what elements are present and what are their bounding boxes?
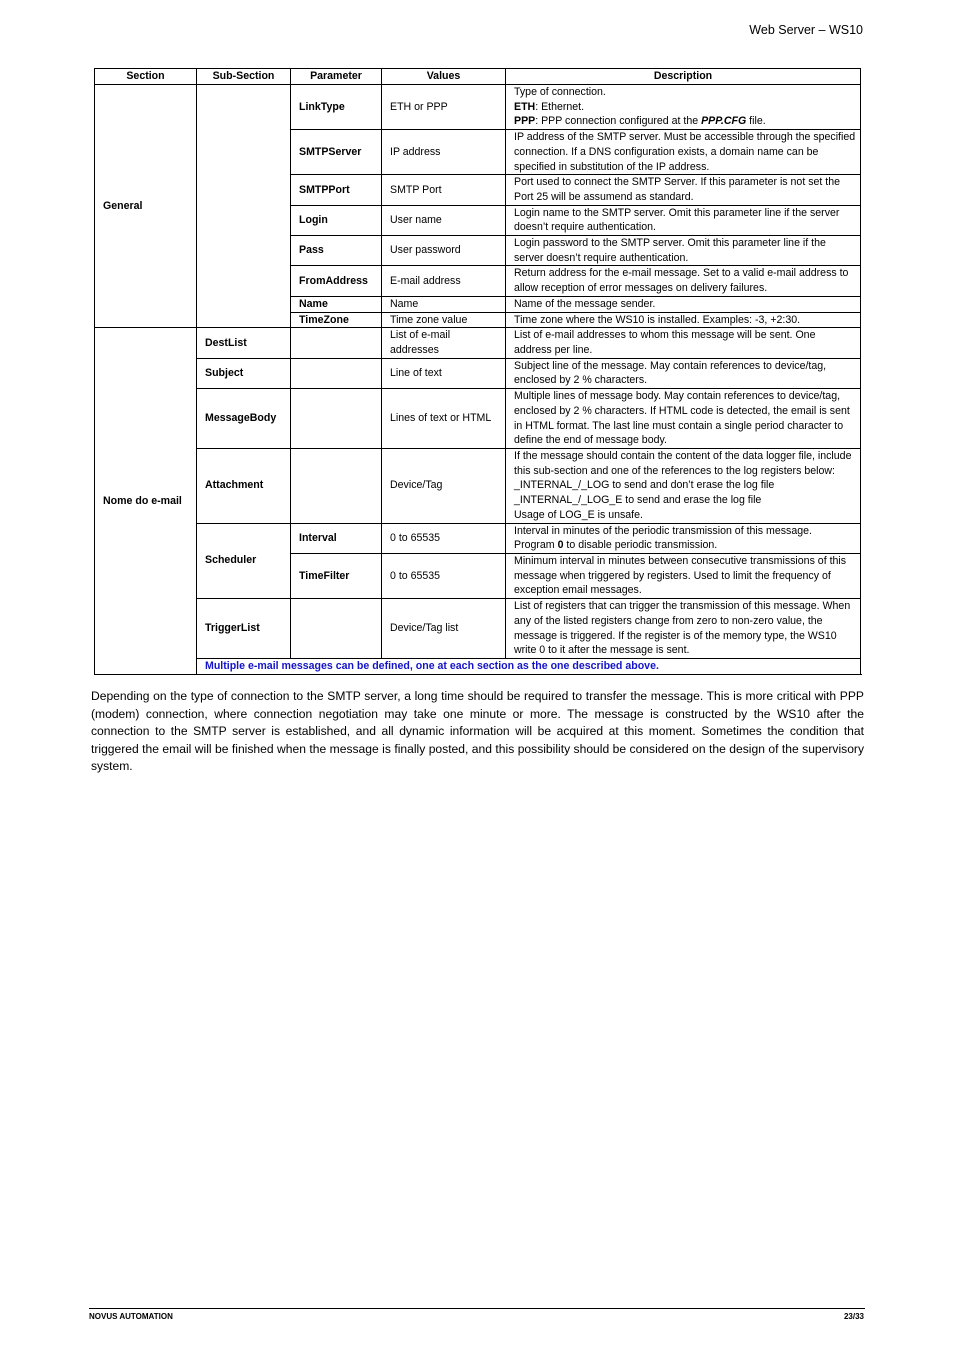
param-pass: Pass <box>291 236 382 266</box>
footer-page-number: 23/33 <box>843 1312 864 1321</box>
param-empty <box>291 449 382 524</box>
table-row <box>95 328 861 358</box>
desc-fromaddress: Return address for the e-mail message. Set to a valid e-mail address to allow reception of error messages on delivery failures. <box>506 266 861 296</box>
email-config-table <box>94 68 861 675</box>
subsection-empty <box>197 85 291 328</box>
param-fromaddress: FromAddress <box>291 266 382 296</box>
sub-attachment: Attachment <box>197 449 291 524</box>
table-row <box>95 358 861 388</box>
sub-triggerlist: TriggerList <box>197 599 291 659</box>
value-destlist: List of e-mail addresses <box>382 328 506 358</box>
table-note: Multiple e-mail messages can be defined, one at each section as the one described above. <box>197 659 861 675</box>
desc-interval-text-c: to disable periodic transmission. <box>563 539 718 552</box>
desc-triggerlist: List of registers that can trigger the transmission of this message. When any of the listed registers change from zero to non-zero value, the message is triggered. If the register is of the memory type, the WS10 write 0 to it after the message is sent. <box>506 599 861 659</box>
desc-subject: Subject line of the message. May contain references to device/tag, enclosed by 2 % characters. <box>506 358 861 388</box>
ppp-label: PPP <box>514 115 536 128</box>
value-attachment: Device/Tag <box>382 449 506 524</box>
desc-attachment-line1: If the message should contain the content of the data logger file, include this sub-section and one of the references to the log registers below: <box>514 450 852 477</box>
eth-text: : Ethernet. <box>535 100 585 113</box>
param-empty <box>291 328 382 358</box>
param-name: Name <box>291 296 382 312</box>
ppp-text: : PPP connection configured at the <box>535 115 702 128</box>
param-login: Login <box>291 205 382 235</box>
table-row <box>95 523 861 553</box>
sub-subject: Subject <box>197 358 291 388</box>
value-linktype: ETH or PPP <box>382 85 506 130</box>
ppp-end: file. <box>746 115 766 128</box>
desc-attachment-line2: _INTERNAL_/_LOG to send and don’t erase the log file <box>514 479 775 492</box>
value-subject: Line of text <box>382 358 506 388</box>
table-row <box>95 449 861 524</box>
desc-login: Login name to the SMTP server. Omit this parameter line if the server doesn’t require authentication. <box>506 205 861 235</box>
desc-smtpport: Port used to connect the SMTP Server. If this parameter is not set the Port 25 will be assumend as standard. <box>506 175 861 205</box>
param-interval: Interval <box>291 523 382 553</box>
sub-messagebody: MessageBody <box>197 389 291 449</box>
table-row <box>95 85 861 130</box>
col-header-subsection: Sub-Section <box>197 69 291 85</box>
desc-linktype <box>506 85 861 130</box>
sub-destlist: DestList <box>197 328 291 358</box>
param-timezone: TimeZone <box>291 312 382 328</box>
desc-attachment-line4: Usage of LOG_E is unsafe. <box>514 508 643 521</box>
value-interval: 0 to 65535 <box>382 523 506 553</box>
col-header-values: Values <box>382 69 506 85</box>
value-fromaddress: E-mail address <box>382 266 506 296</box>
section-general: General <box>95 85 197 328</box>
desc-interval-line1: Interval in minutes of the periodic transmission of this message. <box>514 524 812 537</box>
desc-linktype-line1: Type of connection. <box>514 86 606 98</box>
param-timefilter: TimeFilter <box>291 553 382 598</box>
desc-interval-zero: 0 <box>557 539 564 552</box>
col-header-description: Description <box>506 69 861 85</box>
desc-attachment-line3: _INTERNAL_/_LOG_E to send and erase the log file <box>514 494 762 507</box>
col-header-section: Section <box>95 69 197 85</box>
desc-attachment <box>506 449 861 524</box>
desc-name: Name of the message sender. <box>506 296 861 312</box>
desc-messagebody: Multiple lines of message body. May contain references to device/tag, enclosed by 2 % characters. If HTML code is detected, the email is sent in HTML format. The last line must contain a single period character to define the end of message body. <box>506 389 861 449</box>
desc-smtpserver: IP address of the SMTP server. Must be accessible through the specified connection. If a DNS configuration exists, a domain name can be specified in substitution of the IP address. <box>506 130 861 175</box>
table-row <box>95 599 861 659</box>
param-empty <box>291 358 382 388</box>
desc-interval <box>506 523 861 553</box>
body-paragraph: Depending on the type of connection to the SMTP server, a long time should be required to transfer the message. This is more critical with PPP (modem) connection, where connection negotiation may take one minute or more. The message is constructed by the WS10 after the connection to the SMTP server is established, and all dynamic information will be acquired at this moment. Sometimes the condition that triggered the email will be finished when the message is finally posted, and this possibility should be considered on the design of the supervisory system. <box>91 689 864 773</box>
section-email: Nome do e-mail <box>95 328 197 675</box>
footer-divider <box>89 1308 865 1309</box>
value-smtpserver: IP address <box>382 130 506 175</box>
table-row <box>95 659 861 675</box>
param-smtpport: SMTPPort <box>291 175 382 205</box>
param-linktype: LinkType <box>291 85 382 130</box>
col-header-parameter: Parameter <box>291 69 382 85</box>
value-pass: User password <box>382 236 506 266</box>
eth-label: ETH <box>514 100 536 113</box>
desc-interval-text-a: Program <box>514 539 558 552</box>
desc-pass: Login password to the SMTP server. Omit this parameter line if the server doesn’t require authentication. <box>506 236 861 266</box>
sub-scheduler: Scheduler <box>197 523 291 599</box>
param-empty <box>291 389 382 449</box>
desc-linktype-line3 <box>514 114 856 129</box>
value-messagebody: Lines of text or HTML <box>382 389 506 449</box>
value-timefilter: 0 to 65535 <box>382 553 506 598</box>
param-empty <box>291 599 382 659</box>
value-login: User name <box>382 205 506 235</box>
value-timezone: Time zone value <box>382 312 506 328</box>
table-row <box>95 389 861 449</box>
value-name: Name <box>382 296 506 312</box>
desc-timefilter: Minimum interval in minutes between consecutive transmissions of this message when triggered by registers. Used to limit the frequency of exception email messages. <box>506 553 861 598</box>
table-header-row <box>95 69 861 85</box>
desc-linktype-line2 <box>514 100 856 115</box>
desc-timezone: Time zone where the WS10 is installed. Examples: -3, +2:30. <box>506 312 861 328</box>
footer-company: NOVUS AUTOMATION <box>89 1312 173 1321</box>
ppp-file: PPP.CFG <box>701 115 747 128</box>
value-smtpport: SMTP Port <box>382 175 506 205</box>
page-header-title: Web Server – WS10 <box>749 23 863 37</box>
param-smtpserver: SMTPServer <box>291 130 382 175</box>
value-triggerlist: Device/Tag list <box>382 599 506 659</box>
desc-destlist: List of e-mail addresses to whom this message will be sent. One address per line. <box>506 328 861 358</box>
desc-interval-line2 <box>514 538 856 553</box>
